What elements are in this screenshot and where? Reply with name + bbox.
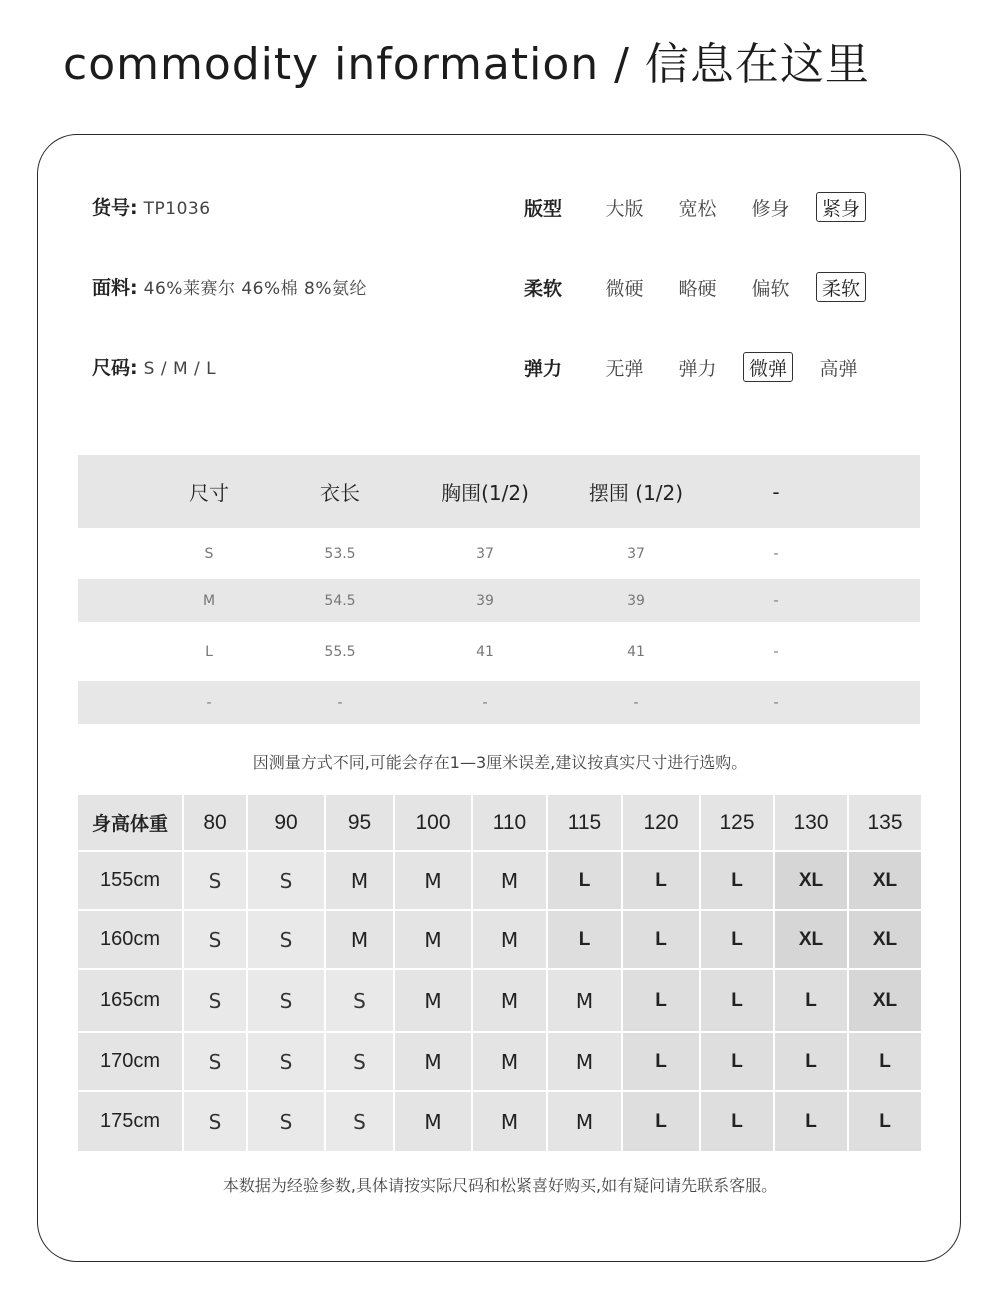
fit-table-weight: 130 xyxy=(775,795,847,850)
page-title: commodity information / 信息在这里 xyxy=(63,39,870,90)
fit-table-weight: 90 xyxy=(248,795,324,850)
attr-option: 无弹 xyxy=(605,357,644,380)
attr-option-selected: 柔软 xyxy=(816,272,866,302)
size-header-cell: 尺寸 xyxy=(189,481,229,505)
fit-table-row xyxy=(78,852,921,909)
fit-table-size: L xyxy=(623,1092,699,1151)
fit-table-size: M xyxy=(473,1092,546,1151)
fit-table-size: S xyxy=(184,1033,246,1090)
size-table-row xyxy=(78,681,920,724)
fit-table-size: XL xyxy=(775,911,847,968)
fit-table-size: M xyxy=(548,970,621,1031)
fit-table-size: L xyxy=(623,1033,699,1090)
size-table-cell: S xyxy=(204,545,214,562)
fit-table-weight: 110 xyxy=(473,795,546,850)
size-table-cell: 41 xyxy=(476,643,494,660)
fit-table-size: M xyxy=(326,911,393,968)
size-header-cell: 摆围 (1/2) xyxy=(588,481,684,505)
fit-table-size: M xyxy=(395,852,471,909)
fit-table-corner: 身高体重 xyxy=(78,795,182,850)
fit-table-size: XL xyxy=(775,852,847,909)
size-table-cell: - xyxy=(337,694,343,711)
fit-table-size: M xyxy=(473,911,546,968)
fit-table-weight: 80 xyxy=(184,795,246,850)
fit-table-weight: 100 xyxy=(395,795,471,850)
attr-option: 修身 xyxy=(751,197,790,220)
fit-table-size: L xyxy=(701,911,773,968)
attr-row-fit-type xyxy=(524,190,884,224)
attr-option: 略硬 xyxy=(678,277,717,300)
fit-table-weight: 135 xyxy=(849,795,921,850)
fit-table-row xyxy=(78,911,921,968)
fit-table-size: M xyxy=(395,1092,471,1151)
fit-table-height: 175cm xyxy=(78,1092,182,1151)
fabric-label: 面料: xyxy=(92,277,138,299)
fit-table-size: S xyxy=(326,970,393,1031)
size-table xyxy=(78,455,920,724)
fit-table-size: M xyxy=(473,852,546,909)
item-number-value: TP1036 xyxy=(143,199,211,219)
size-table-cell: - xyxy=(633,694,639,711)
size-range-value: S / M / L xyxy=(143,359,217,379)
item-number xyxy=(92,193,211,220)
fit-table-size: L xyxy=(548,852,621,909)
fit-table-size: L xyxy=(849,1033,921,1090)
size-table-cell: - xyxy=(773,694,779,711)
fit-table-size: L xyxy=(701,970,773,1031)
size-table-cell: 54.5 xyxy=(324,592,356,609)
size-header-cell: 衣长 xyxy=(320,481,360,505)
size-range-label: 尺码: xyxy=(92,357,138,379)
size-table-cell: - xyxy=(482,694,488,711)
attr-option: 微硬 xyxy=(605,277,644,300)
attr-option: 偏软 xyxy=(751,277,790,300)
size-table-cell: - xyxy=(773,592,779,609)
size-table-row xyxy=(78,528,920,579)
fit-table-height: 170cm xyxy=(78,1033,182,1090)
fit-table-size: L xyxy=(548,911,621,968)
fit-table-height: 160cm xyxy=(78,911,182,968)
fit-table-size: L xyxy=(775,1033,847,1090)
attr-option: 高弹 xyxy=(819,357,858,380)
size-table-cell: 37 xyxy=(476,545,494,562)
fit-table-row xyxy=(78,1092,921,1151)
measurement-note: 因测量方式不同,可能会存在1—3厘米误差,建议按真实尺寸进行选购。 xyxy=(252,753,748,772)
fit-table-size: S xyxy=(326,1033,393,1090)
fabric-value: 46%莱赛尔 46%棉 8%氨纶 xyxy=(143,279,368,299)
size-header-cell: 胸围(1/2) xyxy=(441,481,529,505)
size-table-row xyxy=(78,579,920,622)
size-table-cell: 39 xyxy=(476,592,494,609)
footer-note: 本数据为经验参数,具体请按实际尺码和松紧喜好购买,如有疑问请先联系客服。 xyxy=(222,1176,778,1195)
fit-table-size: S xyxy=(248,970,324,1031)
size-table-cell: 53.5 xyxy=(324,545,356,562)
fit-table-row xyxy=(78,970,921,1031)
fit-table-size: XL xyxy=(849,852,921,909)
fit-table-size: L xyxy=(775,970,847,1031)
fit-table-weight: 95 xyxy=(326,795,393,850)
item-number-label: 货号: xyxy=(92,197,138,219)
fit-table-size: L xyxy=(623,911,699,968)
fit-table-height: 155cm xyxy=(78,852,182,909)
fit-table-size: XL xyxy=(849,970,921,1031)
attr-label: 柔软 xyxy=(524,277,563,300)
attr-option: 宽松 xyxy=(678,197,717,220)
fit-table-size: S xyxy=(248,852,324,909)
fit-table-size: L xyxy=(775,1092,847,1151)
fit-table-size: L xyxy=(701,1033,773,1090)
fit-table-size: M xyxy=(326,852,393,909)
fit-table-size: L xyxy=(623,852,699,909)
attr-label: 弹力 xyxy=(524,357,563,380)
fit-table-size: L xyxy=(701,852,773,909)
fit-table-header-row xyxy=(78,795,921,850)
size-range xyxy=(92,353,216,380)
attr-row-softness xyxy=(524,270,884,304)
fit-table-size: M xyxy=(395,911,471,968)
fit-table-size: XL xyxy=(849,911,921,968)
attr-row-elasticity xyxy=(524,350,884,384)
fit-table-size: S xyxy=(248,1092,324,1151)
fit-table-weight: 115 xyxy=(548,795,621,850)
fit-table-size: S xyxy=(184,911,246,968)
fit-table-weight: 125 xyxy=(701,795,773,850)
fit-table-size: M xyxy=(473,1033,546,1090)
fit-table-size: M xyxy=(473,970,546,1031)
attr-option-selected: 微弹 xyxy=(743,352,793,382)
attr-label: 版型 xyxy=(524,197,563,220)
fit-table-size: S xyxy=(248,1033,324,1090)
fit-table xyxy=(76,793,923,1153)
fit-table-size: M xyxy=(548,1033,621,1090)
fit-table-size: S xyxy=(248,911,324,968)
fit-table-size: L xyxy=(701,1092,773,1151)
attr-option: 弹力 xyxy=(678,357,717,380)
size-table-row xyxy=(78,622,920,681)
size-table-cell: L xyxy=(205,643,213,660)
fit-table-size: M xyxy=(395,1033,471,1090)
fit-table-size: L xyxy=(849,1092,921,1151)
attr-option-selected: 紧身 xyxy=(816,192,866,222)
size-table-cell: 41 xyxy=(627,643,645,660)
fabric xyxy=(92,273,367,300)
fit-table-size: S xyxy=(184,852,246,909)
size-table-cell: - xyxy=(206,694,212,711)
size-header-cell: - xyxy=(772,479,780,504)
fit-table-height: 165cm xyxy=(78,970,182,1031)
fit-table-weight: 120 xyxy=(623,795,699,850)
attr-option: 大版 xyxy=(605,197,644,220)
fit-table-size: M xyxy=(548,1092,621,1151)
size-table-header xyxy=(78,455,920,528)
size-table-cell: - xyxy=(773,643,779,660)
fit-table-size: S xyxy=(184,970,246,1031)
size-table-cell: 37 xyxy=(627,545,645,562)
size-table-cell: M xyxy=(202,592,216,609)
fit-table-size: M xyxy=(395,970,471,1031)
size-table-cell: 39 xyxy=(627,592,645,609)
fit-table-size: S xyxy=(184,1092,246,1151)
size-table-cell: - xyxy=(773,545,779,562)
fit-table-size: S xyxy=(326,1092,393,1151)
fit-table-size: L xyxy=(623,970,699,1031)
size-table-cell: 55.5 xyxy=(324,643,356,660)
fit-table-row xyxy=(78,1033,921,1090)
